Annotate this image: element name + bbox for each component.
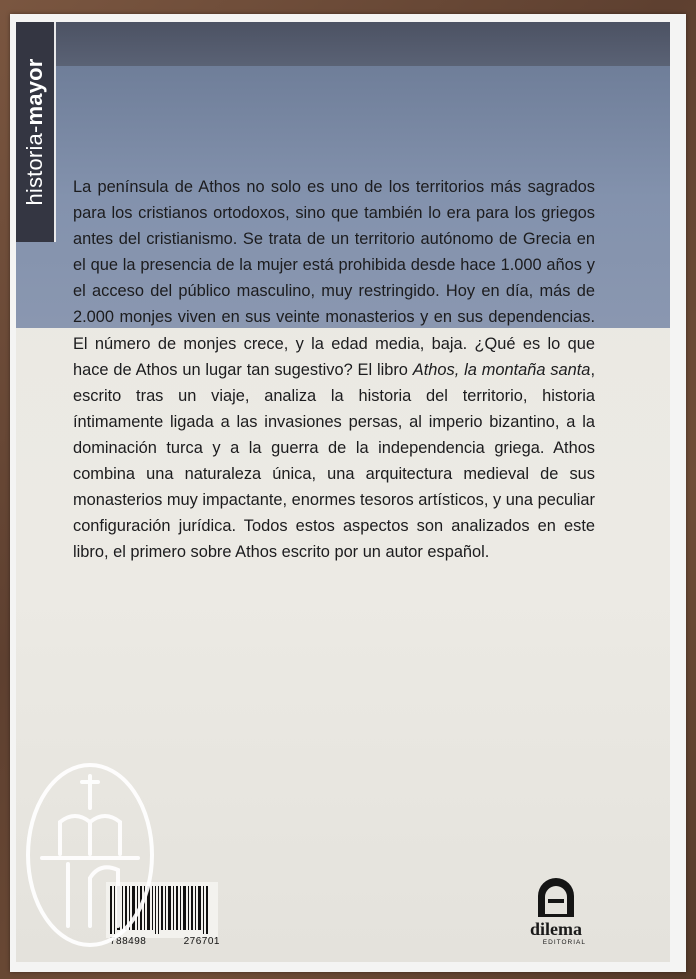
cover-top-bar [16, 22, 670, 66]
publisher-name: dilema [530, 919, 582, 939]
series-label [16, 22, 54, 242]
dilema-arch-icon [534, 874, 578, 918]
blurb-paragraph [73, 174, 595, 565]
barcode-digits-left: 788498 [110, 936, 147, 947]
blurb-text-part2: , escrito tras un viaje, analiza la historia del territorio, historia íntimamente ligada a las invasiones persas, al imperio bizantino, a la dominación turca y a la guerra de la independencia griega. Athos combina una naturaleza única, una arquitectura medieval de sus monasterios muy impactante, enormes tesoros artísticos, y una peculiar configuración jurídica. Todos estos aspectos son analizados en este libro, el primero sobre Athos escrito por un autor español. [73, 360, 595, 562]
blurb-book-title: Athos, la montaña santa [412, 360, 591, 379]
series-label-text [22, 58, 48, 205]
blurb-text-part1: La península de Athos no solo es uno de los territorios más sagrados para los cristianos ortodoxos, sino que también lo era para los griegos antes del cristianismo. Se trata de un territorio autónomo de Grecia en el que la presencia de la mujer está prohibida desde hace 1.000 años y el acceso del público masculino, muy restringido. Hoy en día, más de 2.000 monjes viven en sus veinte monasterios y en sus dependencias. El número de monjes crece, y la edad media, baja. ¿Qué es lo que hace de Athos un lugar tan sugestivo? El libro [73, 178, 595, 379]
publisher-logo [516, 874, 596, 946]
publisher-imprint: EDITORIAL [542, 939, 586, 946]
series-label-divider [54, 22, 56, 242]
series-name: mayor [22, 58, 47, 126]
barcode-digits-right: 276701 [183, 936, 220, 947]
series-prefix: historia- [22, 125, 47, 206]
monastic-monogram-icon [20, 758, 160, 952]
